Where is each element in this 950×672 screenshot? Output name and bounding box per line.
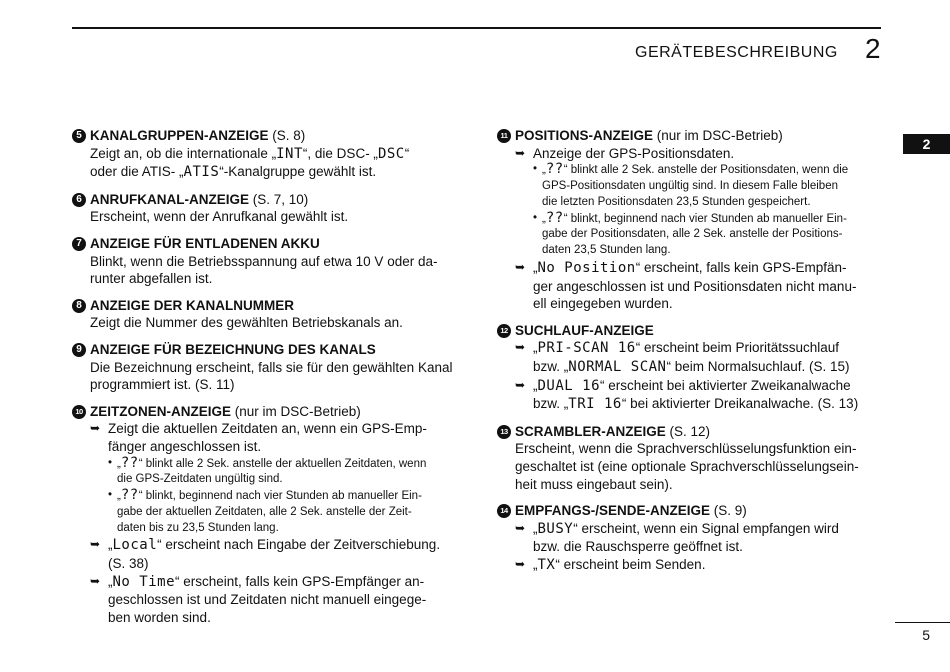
- text-line: daten 23,5 Stunden lang.: [542, 244, 671, 257]
- section-title: ANZEIGE DER KANALNUMMER: [90, 297, 294, 313]
- text: bzw. „: [533, 358, 569, 374]
- text-line: bzw. die Rauschsperre geöffnet ist.: [533, 539, 743, 555]
- lcd-text: DSC: [377, 145, 405, 162]
- section-11: [497, 127, 887, 313]
- section-title: EMPFANGS-/SENDE-ANZEIGE: [515, 503, 711, 519]
- lcd-text: DUAL 16: [537, 377, 601, 394]
- text: Zeigt an, ob die internationale „: [90, 145, 277, 161]
- text: „: [533, 259, 538, 275]
- page-ref: (S. 7, 10): [249, 191, 309, 207]
- arrow-icon: ➥: [90, 421, 101, 436]
- item-number: 9: [72, 343, 86, 357]
- text-line: Zeigt die aktuellen Zeitdaten an, wenn ein GPS-Emp-: [108, 421, 427, 437]
- text: “ erscheint, falls kein GPS-Empfän-: [635, 259, 847, 275]
- lcd-text: ??: [120, 487, 139, 504]
- text-line: die GPS-Zeitdaten ungültig sind.: [117, 473, 283, 486]
- section-body: Erscheint, wenn der Anrufkanal gewählt ist.: [90, 209, 349, 225]
- item-number: 10: [72, 405, 86, 419]
- text-line: heit muss eingebaut sein).: [515, 476, 673, 492]
- section-10: [72, 403, 464, 627]
- section-heading: [72, 403, 464, 421]
- item-number: 6: [72, 193, 86, 207]
- text: “ blinkt alle 2 Sek. anstelle der aktuellen Zeitdaten, wenn: [138, 457, 427, 470]
- bullet-icon: •: [533, 211, 538, 224]
- lcd-text: TX: [537, 556, 556, 573]
- text: „: [117, 490, 121, 503]
- section-body: [497, 440, 887, 493]
- section-title: SUCHLAUF-ANZEIGE: [515, 322, 654, 338]
- section-14: [497, 502, 887, 574]
- bullet-icon: •: [108, 489, 113, 502]
- lcd-text: No Time: [112, 573, 176, 590]
- section-6: [72, 191, 464, 226]
- page-number-rule: [895, 622, 950, 623]
- arrow-item: [497, 520, 887, 556]
- lcd-text: ??: [545, 161, 564, 178]
- arrow-icon: ➥: [90, 537, 101, 552]
- section-9: [72, 341, 464, 394]
- text: “ beim Normalsuchlauf. (S. 15): [666, 358, 850, 374]
- text: “ blinkt, beginnend nach vier Stunden ab manueller Ein-: [563, 212, 847, 225]
- text: “ erscheint beim Senden.: [555, 556, 706, 572]
- text: “ blinkt alle 2 Sek. anstelle der Positionsdaten, wenn die: [563, 164, 849, 177]
- lcd-text: PRI-SCAN 16: [537, 340, 636, 357]
- header-rule: [72, 27, 881, 29]
- lcd-text: NORMAL SCAN: [568, 358, 667, 375]
- arrow-item: [72, 536, 464, 572]
- text-line: ell eingegeben wurden.: [533, 296, 673, 312]
- lcd-text: Local: [112, 537, 158, 554]
- lcd-text: INT: [276, 145, 303, 162]
- lcd-text: ??: [120, 454, 139, 471]
- arrow-icon: ➥: [515, 377, 526, 392]
- text-line: (S. 38): [108, 556, 149, 572]
- section-title: SCRAMBLER-ANZEIGE: [515, 423, 666, 439]
- text: “ bei aktivierter Dreikanalwache. (S. 13): [621, 396, 859, 412]
- left-column: [72, 127, 464, 635]
- text: „: [108, 573, 113, 589]
- text-line: GPS-Positionsdaten ungültig sind. In diesem Falle bleiben: [542, 179, 838, 192]
- arrow-item: [497, 556, 887, 575]
- text-line: daten bis zu 23,5 Stunden lang.: [117, 521, 279, 534]
- arrow-icon: ➥: [515, 340, 526, 355]
- text: “ erscheint bei aktivierter Zweikanalwache: [600, 377, 851, 393]
- text: “ blinkt, beginnend nach vier Stunden ab manueller Ein-: [138, 490, 422, 503]
- text: “-Kanalgruppe gewählt ist.: [219, 164, 377, 180]
- chapter-number: 2: [865, 33, 881, 64]
- text: “ erscheint, wenn ein Signal empfangen wird: [573, 520, 839, 536]
- section-heading: [72, 341, 464, 359]
- text: “ erscheint beim Prioritätssuchlauf: [635, 340, 840, 356]
- text-line: gabe der Positionsdaten, alle 2 Sek. anstelle der Positions-: [542, 228, 843, 241]
- bullet-item: [108, 488, 464, 536]
- text-line: geschaltet ist (eine optionale Sprachverschlüsselungsein-: [515, 458, 859, 474]
- text: oder die ATIS- „: [90, 164, 184, 180]
- item-number: 12: [497, 324, 511, 338]
- arrow-item: [72, 573, 464, 627]
- page-ref: (S. 9): [710, 503, 747, 519]
- item-number: 5: [72, 129, 86, 143]
- bullet-item: [533, 211, 887, 259]
- section-body: [72, 145, 464, 182]
- text: „: [533, 377, 538, 393]
- text-line: gabe der aktuellen Zeitdaten, alle 2 Sek. anstelle der Zeit-: [117, 505, 412, 518]
- section-5: [72, 127, 464, 182]
- bullet-icon: •: [533, 163, 538, 176]
- page-ref: (nur im DSC-Betrieb): [231, 403, 361, 419]
- lcd-text: No Position: [537, 259, 636, 276]
- text-line: Erscheint, wenn die Sprachverschlüsselungsfunktion ein-: [515, 441, 857, 457]
- arrow-icon: ➥: [515, 556, 526, 571]
- section-title: ANRUFKANAL-ANZEIGE: [90, 191, 249, 207]
- section-heading: [497, 127, 887, 145]
- text-line: programmiert ist. (S. 11): [90, 377, 235, 393]
- text-line: ger angeschlossen ist und Positionsdaten nicht manu-: [533, 278, 857, 294]
- item-number: 13: [497, 425, 511, 439]
- section-heading: [497, 322, 887, 340]
- item-number: 11: [497, 129, 511, 143]
- page-ref: (S. 12): [665, 423, 711, 439]
- bullet-list: [72, 456, 464, 537]
- text-line: Anzeige der GPS-Positionsdaten.: [533, 145, 735, 161]
- bullet-item: [108, 456, 464, 489]
- text: bzw. „: [533, 396, 569, 412]
- section-body: [72, 359, 464, 394]
- section-heading: [72, 235, 464, 253]
- section-title: ZEITZONEN-ANZEIGE: [90, 403, 231, 419]
- lcd-text: ??: [545, 209, 564, 226]
- text: „: [542, 212, 546, 225]
- text: „: [542, 164, 546, 177]
- section-heading: [72, 127, 464, 145]
- section-body: [72, 253, 464, 288]
- lcd-text: TRI 16: [568, 396, 622, 413]
- page-number: 5: [922, 627, 930, 643]
- page-ref: (S. 8): [268, 128, 306, 143]
- text: „: [533, 556, 538, 572]
- section-heading: [72, 191, 464, 209]
- arrow-item: [497, 259, 887, 313]
- section-8: [72, 297, 464, 332]
- item-number: 14: [497, 504, 511, 518]
- lcd-text: ATIS: [183, 164, 220, 181]
- text: “ erscheint, falls kein GPS-Empfänger an-: [175, 573, 425, 589]
- arrow-item: [72, 420, 464, 455]
- text: “: [404, 145, 410, 161]
- text: „: [117, 457, 121, 470]
- arrow-icon: ➥: [515, 145, 526, 160]
- text-line: fänger angeschlossen ist.: [108, 438, 262, 454]
- arrow-icon: ➥: [90, 573, 101, 588]
- section-title: ANZEIGE FÜR ENTLADENEN AKKU: [90, 235, 320, 251]
- text-line: Blinkt, wenn die Betriebsspannung auf etwa 10 V oder da-: [90, 253, 438, 269]
- arrow-item: [497, 377, 887, 414]
- text: “, die DSC- „: [302, 145, 378, 161]
- section-body: Zeigt die Nummer des gewählten Betriebskanals an.: [90, 315, 403, 331]
- bullet-list: [497, 162, 887, 259]
- text: “ erscheint nach Eingabe der Zeitverschiebung.: [157, 537, 441, 553]
- chapter-title: GERÄTEBESCHREIBUNG: [635, 44, 838, 61]
- text: „: [108, 537, 113, 553]
- right-column: [497, 127, 887, 583]
- text: „: [533, 520, 538, 536]
- page-ref: (nur im DSC-Betrieb): [653, 128, 783, 143]
- section-heading: [497, 502, 887, 520]
- arrow-item: [497, 339, 887, 376]
- section-title: POSITIONS-ANZEIGE: [515, 128, 654, 143]
- item-number: 7: [72, 237, 86, 251]
- text-line: geschlossen ist und Zeitdaten nicht manuell eingege-: [108, 592, 427, 608]
- section-title: KANALGRUPPEN-ANZEIGE: [90, 128, 269, 143]
- bullet-icon: •: [108, 456, 113, 469]
- text-line: Die Bezeichnung erscheint, falls sie für den gewählten Kanal: [90, 359, 453, 375]
- item-number: 8: [72, 299, 86, 313]
- chapter-side-tab: 2: [903, 134, 950, 154]
- text-line: ben worden sind.: [108, 609, 211, 625]
- lcd-text: BUSY: [537, 520, 574, 537]
- text: „: [533, 340, 538, 356]
- bullet-item: [533, 162, 887, 210]
- section-12: [497, 322, 887, 414]
- section-13: [497, 423, 887, 493]
- section-heading: [72, 297, 464, 315]
- text-line: runter abgefallen ist.: [90, 271, 213, 287]
- arrow-icon: ➥: [515, 259, 526, 274]
- arrow-item: [497, 145, 887, 163]
- section-heading: [497, 423, 887, 441]
- section-title: ANZEIGE FÜR BEZEICHNUNG DES KANALS: [90, 341, 376, 357]
- section-7: [72, 235, 464, 288]
- text-line: die letzten Positionsdaten 23,5 Stunden gespeichert.: [542, 195, 811, 208]
- arrow-icon: ➥: [515, 520, 526, 535]
